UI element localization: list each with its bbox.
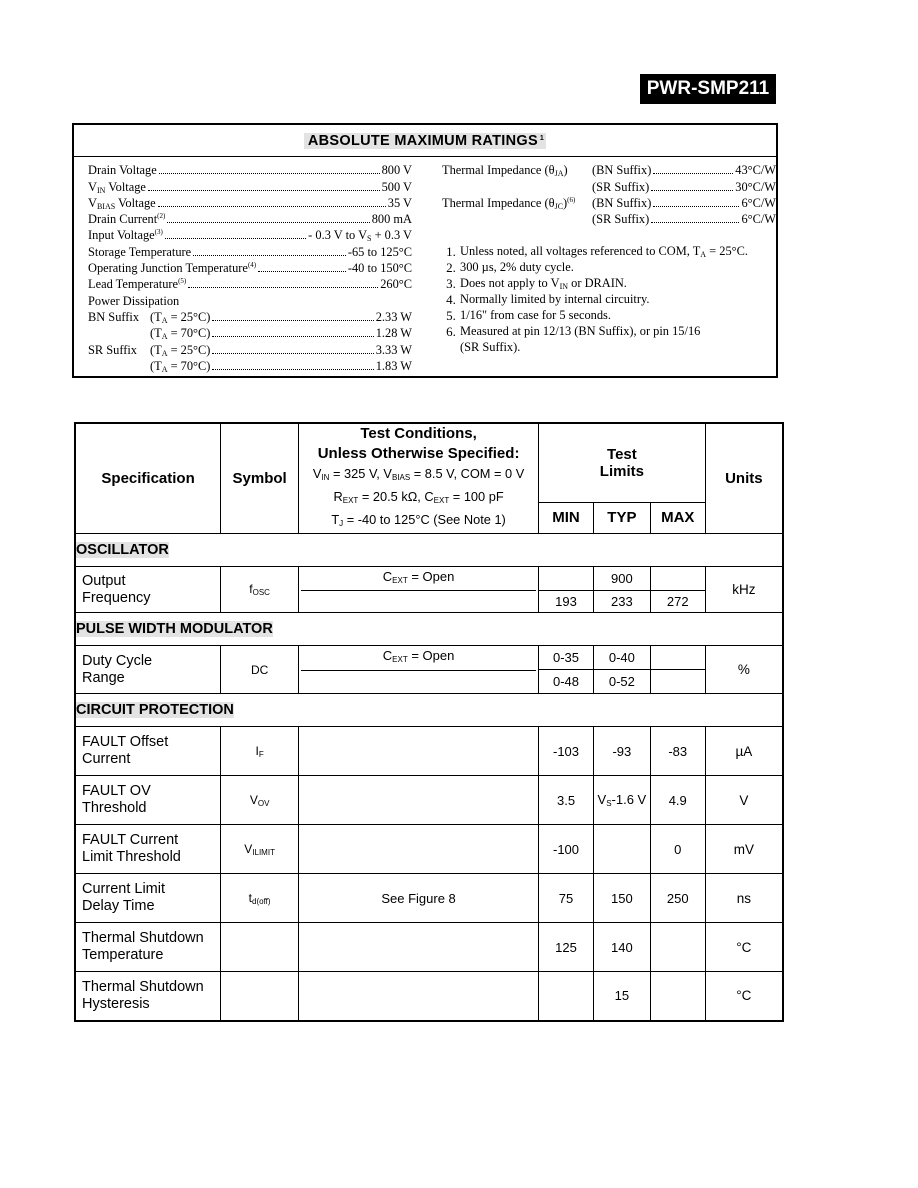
section-circuit-protection: CIRCUIT PROTECTION — [75, 694, 783, 727]
note-number: 1. — [446, 244, 456, 260]
spec-units: ns — [705, 874, 783, 923]
note-number: 4. — [446, 292, 456, 308]
table-row — [75, 776, 783, 825]
rating-row — [88, 195, 412, 211]
osc-row2-min: 193 — [539, 591, 594, 613]
thermal-value: 43°C/W — [735, 163, 776, 178]
dot-leader — [651, 222, 739, 223]
spec-typ: 15 — [593, 972, 650, 1021]
spec-name: Current Limit Delay Time — [75, 874, 221, 923]
dot-leader — [158, 206, 386, 207]
spec-min: -100 — [539, 825, 594, 874]
rating-row — [88, 227, 412, 243]
note-number — [442, 340, 460, 356]
rating-label: $V_{IN}$ Voltage — [88, 179, 146, 195]
power-value: 1.83 W — [375, 358, 412, 373]
spec-min: -103 — [539, 727, 594, 776]
note-item — [442, 260, 776, 276]
table-row — [75, 923, 783, 972]
note-number: 2. — [446, 260, 456, 276]
amr-notes — [442, 244, 776, 356]
rating-label: Input Voltage$^{(3)}$ — [88, 228, 163, 243]
dot-leader — [653, 173, 733, 174]
rating-value: - 0.3 V to $V_S + 0.3$ V — [308, 228, 412, 244]
spec-units: µA — [705, 727, 783, 776]
header-typ: TYP — [593, 502, 650, 533]
spec-condition — [299, 923, 539, 972]
absolute-maximum-ratings-box — [72, 123, 778, 378]
rating-value: 800 V — [381, 163, 412, 178]
rating-value: -65 to 125°C — [347, 244, 412, 259]
spec-symbol — [221, 972, 299, 1021]
dc-row2-min: 0-48 — [539, 670, 594, 694]
amr-title-text: ABSOLUTE MAXIMUM RATINGS — [307, 133, 538, 149]
note-text: Does not apply to $V_{IN}$ or DRAIN. — [460, 276, 627, 292]
spec-condition — [299, 972, 539, 1021]
dot-leader — [212, 336, 373, 337]
rating-label: $V_{BIAS}$ Voltage — [88, 195, 156, 211]
spec-typ: -93 — [593, 727, 650, 776]
limits-line-1: Test — [607, 445, 637, 463]
rating-value: -40 to 150°C — [347, 261, 412, 276]
amr-right-column — [442, 162, 776, 356]
spec-min: 125 — [539, 923, 594, 972]
cond-title-1: Test Conditions, — [360, 425, 477, 442]
spec-units: °C — [705, 923, 783, 972]
thermal-row — [442, 178, 776, 194]
header-symbol: Symbol — [221, 423, 299, 534]
spec-name: FAULT Offset Current — [75, 727, 221, 776]
note-number: 6. — [446, 324, 456, 340]
note-item — [442, 292, 776, 308]
amr-title-note: 1 — [539, 135, 545, 142]
section-pulse-width-modulator: PULSE WIDTH MODULATOR — [75, 613, 783, 646]
power-label: BN Suffix $(T_A = 25^\circ C)$ — [88, 309, 211, 325]
dot-leader — [258, 271, 346, 272]
spec-typ: $V_S-1.6$ V — [593, 776, 650, 825]
spec-max: 0 — [650, 825, 705, 874]
dc-row1-min: 0-35 — [539, 646, 594, 670]
spec-typ: 150 — [593, 874, 650, 923]
spec-symbol: $t_{d(off)}$ — [221, 874, 299, 923]
spec-typ — [593, 825, 650, 874]
cond-output-frequency: $C_{EXT}$ = Open — [299, 567, 539, 613]
note-item — [442, 324, 776, 340]
note-item — [442, 308, 776, 324]
note-text: Normally limited by internal circuitry. — [460, 292, 650, 307]
thermal-value: 30°C/W — [735, 179, 776, 194]
spec-symbol: $V_{ILIMIT}$ — [221, 825, 299, 874]
note-text: (SR Suffix). — [460, 340, 521, 355]
header-min: MIN — [539, 502, 594, 533]
rating-row — [88, 276, 412, 292]
note-item — [442, 340, 776, 356]
power-row — [88, 358, 412, 374]
electrical-spec-table — [74, 422, 784, 1022]
rating-label: Drain Current$^{(2)}$ — [88, 212, 166, 227]
dot-leader — [165, 238, 306, 239]
spec-min — [539, 972, 594, 1021]
section-oscillator: OSCILLATOR — [75, 534, 783, 567]
header-specification: Specification — [75, 423, 221, 534]
thermal-suffix: (BN Suffix) — [592, 195, 652, 210]
osc-row1-min — [539, 567, 594, 591]
spec-condition: See Figure 8 — [299, 874, 539, 923]
dot-leader — [212, 353, 373, 354]
spec-min: 3.5 — [539, 776, 594, 825]
rating-value: 260°C — [380, 277, 412, 292]
spec-output-frequency: Output Frequency — [75, 567, 221, 613]
power-label: $(T_A = 70^\circ C)$ — [150, 358, 211, 374]
note-number: 3. — [446, 276, 456, 292]
note-text: 1/16" from case for 5 seconds. — [460, 308, 611, 323]
thermal-label: Thermal Impedance $(\theta_{JA})$ — [442, 163, 568, 179]
power-row — [88, 309, 412, 325]
spec-duty-cycle-range: Duty Cycle Range — [75, 646, 221, 694]
spec-min: 75 — [539, 874, 594, 923]
amr-title — [74, 133, 776, 149]
thermal-suffix: (SR Suffix) — [592, 212, 650, 227]
amr-divider — [74, 156, 776, 157]
spec-symbol: $V_{OV}$ — [221, 776, 299, 825]
note-text: 300 µs, 2% duty cycle. — [460, 260, 574, 275]
thermal-suffix: (SR Suffix) — [592, 179, 650, 194]
note-item — [442, 276, 776, 292]
power-row — [88, 341, 412, 357]
symbol-dc: DC — [221, 646, 299, 694]
dot-leader — [193, 255, 346, 256]
thermal-value: 6°C/W — [741, 195, 776, 210]
spec-name: Thermal Shutdown Temperature — [75, 923, 221, 972]
part-number-badge: PWR-SMP211 — [640, 74, 776, 104]
dot-leader — [212, 369, 373, 370]
dot-leader — [653, 206, 739, 207]
rating-row — [88, 178, 412, 194]
table-row — [75, 972, 783, 1021]
spec-max: 4.9 — [650, 776, 705, 825]
dc-row2-typ: 0-52 — [593, 670, 650, 694]
header-units: Units — [705, 423, 783, 534]
thermal-suffix: (BN Suffix) — [592, 163, 652, 178]
table-row — [75, 874, 783, 923]
rating-label: Lead Temperature$^{(5)}$ — [88, 277, 187, 292]
table-row — [75, 727, 783, 776]
cond-duty-cycle: $C_{EXT}$ = Open — [299, 646, 539, 694]
cond-title-2: Unless Otherwise Specified: — [317, 445, 520, 462]
dot-leader — [159, 173, 380, 174]
rating-value: 35 V — [387, 195, 412, 210]
cond-line-2: $R_{EXT} = 20.5$ kΩ, $C_{EXT} = 100$ pF — [333, 489, 504, 505]
symbol-fosc: $f_{OSC}$ — [221, 567, 299, 613]
units-duty-cycle: % — [705, 646, 783, 694]
spec-units: V — [705, 776, 783, 825]
thermal-row — [442, 211, 776, 227]
spec-typ: 140 — [593, 923, 650, 972]
header-test-limits — [539, 423, 706, 502]
rating-value: 500 V — [381, 179, 412, 194]
dc-row1-max — [650, 646, 705, 670]
note-number: 5. — [446, 308, 456, 324]
spec-units: °C — [705, 972, 783, 1021]
power-value: 2.33 W — [375, 309, 412, 324]
rating-value: 800 mA — [371, 212, 412, 227]
header-test-conditions — [299, 423, 539, 534]
note-item — [442, 244, 776, 260]
power-label: SR Suffix $(T_A = 25^\circ C)$ — [88, 342, 211, 358]
spec-max — [650, 923, 705, 972]
dot-leader — [651, 190, 733, 191]
spec-condition — [299, 776, 539, 825]
spec-max: -83 — [650, 727, 705, 776]
units-output-frequency: kHz — [705, 567, 783, 613]
osc-row1-max — [650, 567, 705, 591]
dot-leader — [167, 222, 369, 223]
power-row — [88, 325, 412, 341]
spec-max: 250 — [650, 874, 705, 923]
cond-line-3: $T_J = -40$ to 125°C (See Note 1) — [331, 512, 506, 528]
spec-condition — [299, 825, 539, 874]
spec-units: mV — [705, 825, 783, 874]
rating-label: Drain Voltage — [88, 163, 157, 178]
thermal-row — [442, 195, 776, 211]
rating-row — [88, 211, 412, 227]
spec-name: FAULT OV Threshold — [75, 776, 221, 825]
rating-label: Operating Junction Temperature$^{(4)}$ — [88, 261, 257, 276]
rating-row — [88, 243, 412, 259]
rating-row — [88, 162, 412, 178]
dc-row2-max — [650, 670, 705, 694]
spec-name: FAULT Current Limit Threshold — [75, 825, 221, 874]
power-suffix: BN Suffix — [88, 309, 140, 324]
rating-row — [88, 260, 412, 276]
power-value: 1.28 W — [375, 326, 412, 341]
dot-leader — [212, 320, 373, 321]
osc-row2-max: 272 — [650, 591, 705, 613]
thermal-label: Thermal Impedance $(\theta_{JC})^{(6)}$ — [442, 195, 576, 211]
spec-max — [650, 972, 705, 1021]
dc-row1-typ: 0-40 — [593, 646, 650, 670]
power-suffix: SR Suffix — [88, 342, 138, 357]
spec-symbol: $I_F$ — [221, 727, 299, 776]
rating-label: Storage Temperature — [88, 244, 192, 259]
cond-line-1: $V_{IN} = 325$ V, $V_{BIAS} = 8.5$ V, COM = 0 V — [312, 466, 525, 482]
power-dissipation-title: Power Dissipation — [88, 293, 180, 308]
spec-name: Thermal Shutdown Hysteresis — [75, 972, 221, 1021]
note-text: Measured at pin 12/13 (BN Suffix), or pin 15/16 — [460, 324, 701, 339]
table-row — [75, 825, 783, 874]
power-value: 3.33 W — [375, 342, 412, 357]
dot-leader — [148, 190, 380, 191]
limits-line-2: Limits — [599, 462, 644, 480]
osc-row1-typ: 900 — [593, 567, 650, 591]
thermal-value: 6°C/W — [741, 212, 776, 227]
amr-left-column — [88, 162, 412, 374]
note-text: Unless noted, all voltages referenced to COM, $T_A = 25^\circ C$. — [460, 244, 748, 260]
header-max: MAX — [650, 502, 705, 533]
power-label: $(T_A = 70^\circ C)$ — [150, 326, 211, 342]
spec-symbol — [221, 923, 299, 972]
spec-condition — [299, 727, 539, 776]
dot-leader — [188, 287, 378, 288]
thermal-row — [442, 162, 776, 178]
osc-row2-typ: 233 — [593, 591, 650, 613]
